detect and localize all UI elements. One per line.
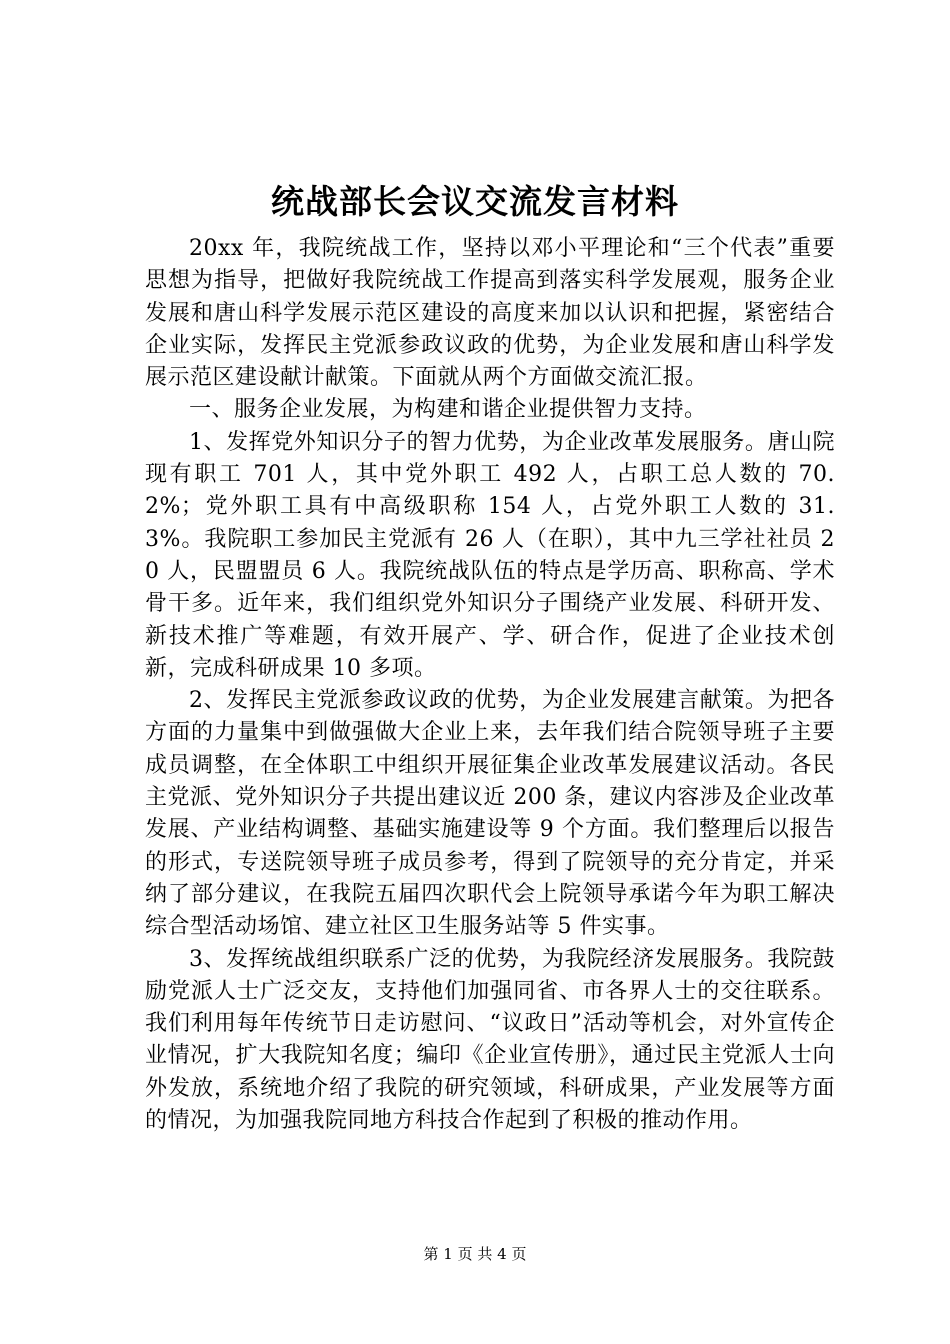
paragraph-point-2: 2、发挥民主党派参政议政的优势，为企业发展建言献策。为把各方面的力量集中到做强做大企业上来，去年我们结合院领导班子主要成员调整，在全体职工中组织开展征集企业改革发展建议活动。各民主党派、党外知识分子共提出建议近 200 条，建议内容涉及企业改革发展、产业结构调整、基础实施建设等 9 个方面。我们整理后以报告的形式，专送院领导班子成员参考，得到了院领导的充分肯定，并采纳了部分建议，在我院五届四次职代会上院领导承诺今年为职工解决综合型活动场馆、建立社区卫生服务站等 5 件实事。 [145, 688, 835, 940]
document-body [145, 233, 835, 1137]
paragraph-intro: 20xx 年，我院统战工作，坚持以邓小平理论和“三个代表”重要思想为指导，把做好我院统战工作提高到落实科学发展观，服务企业发展和唐山科学发展示范区建设的高度来加以认识和把握，紧密结合企业实际，发挥民主党派参政议政的优势，为企业发展和唐山科学发展示范区建设献计献策。下面就从两个方面做交流汇报。 [145, 236, 835, 391]
paragraph-section-heading: 一、服务企业发展，为构建和谐企业提供智力支持。 [189, 397, 707, 423]
paragraph-point-1: 1、发挥党外知识分子的智力优势，为企业改革发展服务。唐山院现有职工 701 人，其中党外职工 492 人，占职工总人数的 70.2%；党外职工具有中高级职称 154 人，占党外职工人数的 31.3%。我院职工参加民主党派有 26 人（在职），其中九三学社社员 20 人，民盟盟员 6 人。我院统战队伍的特点是学历高、职称高、学术骨干多。近年来，我们组织党外知识分子围绕产业发展、科研开发、新技术推广等难题，有效开展产、学、研合作，促进了企业技术创新，完成科研成果 10 多项。 [145, 429, 835, 681]
paragraph-point-3: 3、发挥统战组织联系广泛的优势，为我院经济发展服务。我院鼓励党派人士广泛交友，支持他们加强同省、市各界人士的交往联系。我们利用每年传统节日走访慰问、“议政日”活动等机会，对外宣传企业情况，扩大我院知名度；编印《企业宣传册》，通过民主党派人士向外发放，系统地介绍了我院的研究领域，科研成果，产业发展等方面的情况，为加强我院同地方科技合作起到了积极的推动作用。 [145, 946, 835, 1134]
document-title: 统战部长会议交流发言材料 [271, 182, 679, 221]
page-footer: 第 1 页 共 4 页 [423, 1245, 527, 1263]
